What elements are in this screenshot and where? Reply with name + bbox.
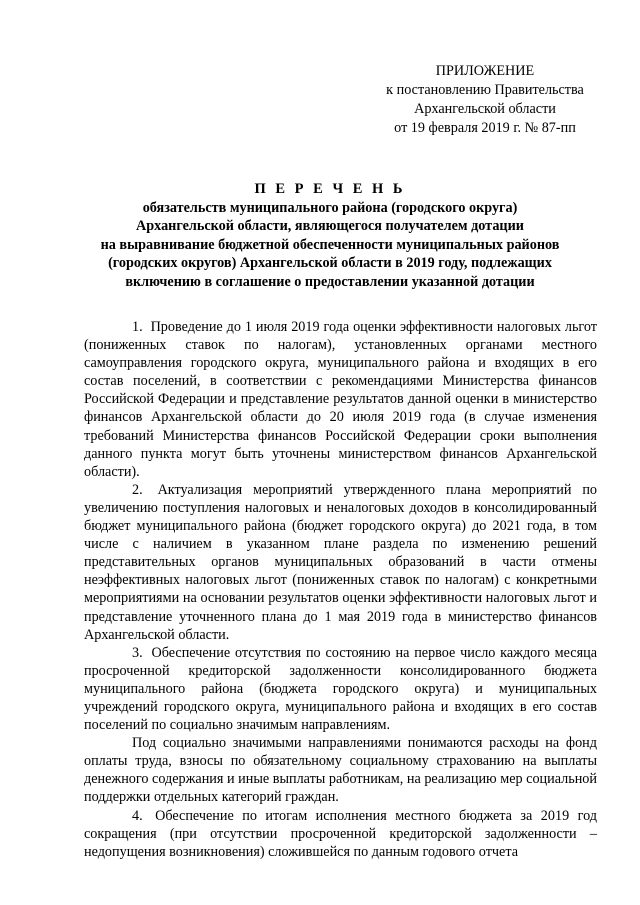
heading-line: обязательств муниципального района (городского округа) xyxy=(142,199,518,216)
heading-line: на выравнивание бюджетной обеспеченности муниципальных районов xyxy=(100,236,560,253)
paragraph-3 xyxy=(84,644,597,734)
paragraph-text: Под социально значимыми направлениями понимаются расходы на фонд оплаты труда, взносы по обязательному социальному страхованию на выплаты денежного содержания и иные выплаты работникам, на реализацию мер социальной поддержки отдельных категорий граждан. xyxy=(84,735,597,806)
paragraph-1 xyxy=(84,318,597,481)
paragraph-number: 1. xyxy=(132,319,143,335)
appendix-block xyxy=(350,62,620,138)
paragraph-text: Актуализация мероприятий утвержденного плана мероприятий по увеличению поступления налоговых и неналоговых доходов в консолидированный бюджет муниципального района (бюджет городского округа) до 2021 года, в том числе с наличием в указанном плане раздела по изменению решений представительных органов муниципальных образований в части отмены неэффективных налоговых льгот (пониженных ставок по налогам) с конкретными мероприятиями на основании результатов оценки эффективности налоговых льгот и представление уточненного плана до 1 мая 2019 года в министерство финансов Архангельской области. xyxy=(84,481,598,643)
paragraph-text: Проведение до 1 июля 2019 года оценки эффективности налоговых льгот (пониженных ставок по налогам), установленных органами местного самоуправления городского округа, муниципального района и входящих в его состав поселений, в соответствии с рекомендациями Министерства финансов Российской Федерации и представление результатов данной оценки в министерство финансов Архангельской области до 20 июля 2019 года (в случае изменения требований Министерства финансов Российской Федерации сроки выполнения данного пункта могут быть уточнены министерством финансов Архангельской области). xyxy=(84,319,597,480)
paragraph-number: 4. xyxy=(132,807,143,824)
paragraph-text: Обеспечение отсутствия по состоянию на первое число каждого месяца просроченной кредиторской задолженности консолидированного бюджета муниципального района (бюджета городского округа) и муниципальных учреждений городского округа, муниципального района и входящих в его состав поселений по социально значимым направлениям. xyxy=(84,644,598,734)
heading-line: Архангельской области, являющегося получателем дотации xyxy=(136,218,524,234)
heading-line: (городских округов) Архангельской области в 2019 году, подлежащих xyxy=(108,255,552,271)
paragraph-number: 2. xyxy=(132,481,143,498)
paragraph-2 xyxy=(84,481,597,644)
appendix-decree-line: к постановлению Правительства xyxy=(386,82,584,98)
document-heading xyxy=(80,180,580,291)
paragraph-number: 3. xyxy=(132,644,143,661)
document-body xyxy=(84,318,597,861)
document-title: П Е Р Е Ч Е Н Ь xyxy=(254,181,406,197)
appendix-date-number-line: от 19 февраля 2019 г. № 87-пп xyxy=(394,120,576,136)
heading-line: включению в соглашение о предоставлении указанной дотации xyxy=(125,273,535,290)
paragraph-3-note xyxy=(84,734,597,806)
paragraph-text: Обеспечение по итогам исполнения местного бюджета за 2019 год сокращения (при отсутствии просроченной кредиторской задолженности – недопущения возникновения) сложившейся по данным годового отчета xyxy=(84,807,597,860)
appendix-region-line: Архангельской области xyxy=(414,101,556,117)
paragraph-4 xyxy=(84,807,597,861)
appendix-title: ПРИЛОЖЕНИЕ xyxy=(435,63,535,79)
